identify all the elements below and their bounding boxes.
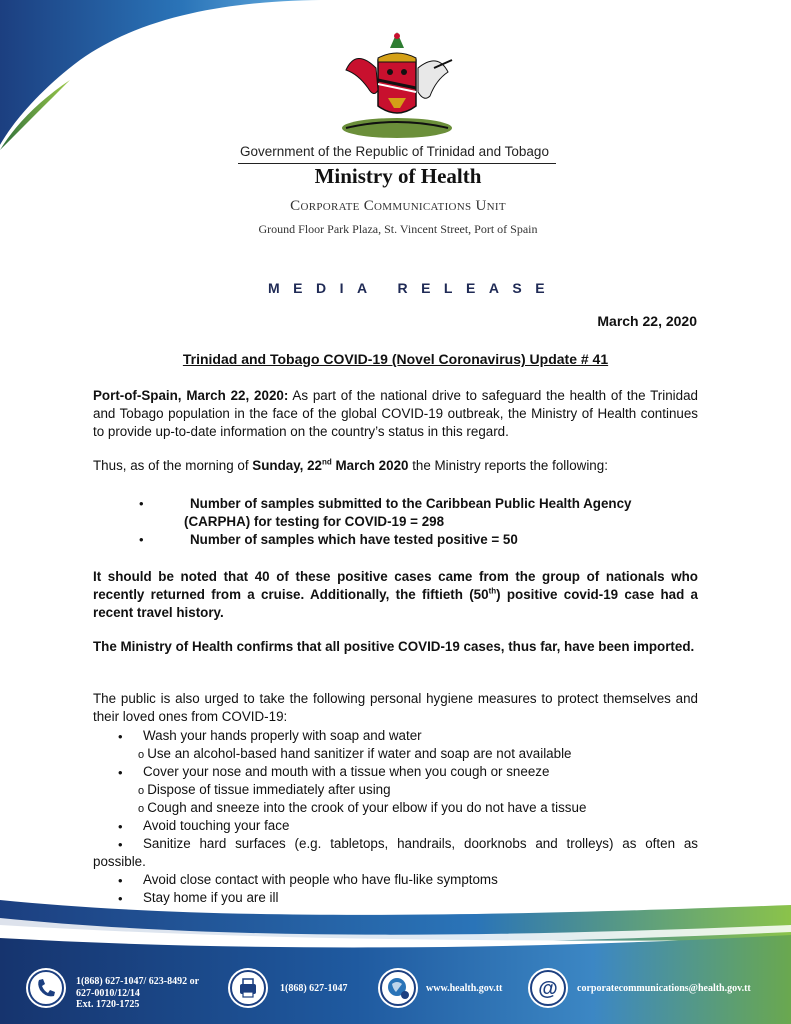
phone-line-2: 627-0010/12/14: [76, 987, 140, 999]
email-icon: [528, 968, 568, 1008]
phone-line-1: 1(868) 627-1047/ 623-8492 or: [76, 976, 200, 987]
bullet-dot: •: [118, 837, 123, 852]
phone-numbers: [76, 976, 199, 1011]
ministry-name: Ministry of Health: [314, 164, 482, 188]
measure-sanitize-surfaces: Sanitize hard surfaces (e.g. tabletops, handrails, doorknobs and trolleys) as often as: [143, 836, 698, 851]
status-intro-prefix: Thus, as of the morning of: [93, 458, 253, 473]
cases-note-a: It should be noted that 40 of these positive cases came from the group of nationals who recently returned from a cruise. Additionally, the fiftieth (50: [93, 569, 698, 602]
bullet-dot: •: [139, 496, 144, 511]
cases-note: [93, 568, 698, 622]
bullet-dot: •: [118, 729, 123, 744]
stat-samples-submitted-cont: (CARPHA) for testing for COVID-19 = 298: [184, 514, 445, 529]
sub-measure-sanitizer-text: Use an alcohol-based hand sanitizer if water and soap are not available: [147, 746, 572, 761]
hygiene-intro: The public is also urged to take the following personal hygiene measures to protect themselves and their loved ones from COVID-19:: [93, 691, 698, 724]
sub-measure-elbow-text: Cough and sneeze into the crook of your elbow if you do not have a tissue: [147, 800, 587, 815]
sub-measure-dispose-tissue: o Dispose of tissue immediately after using: [138, 782, 391, 797]
bullet-dot: •: [139, 532, 144, 547]
website-link[interactable]: www.health.gov.tt: [426, 983, 503, 994]
phone-icon: [26, 968, 66, 1008]
measure-stay-home: Stay home if you are ill: [143, 890, 279, 905]
header-swoosh: [0, 0, 330, 150]
status-intro-month: March 2020: [331, 458, 409, 473]
release-date: March 22, 2020: [597, 313, 697, 329]
web-icon: [378, 968, 418, 1008]
bullet-dot: •: [118, 891, 123, 906]
government-name: Government of the Republic of Trinidad and Tobago: [240, 144, 549, 159]
status-intro: [93, 457, 698, 475]
intro-paragraph: [93, 387, 698, 441]
bullet-dot: •: [118, 873, 123, 888]
status-intro-day: Sunday, 22: [252, 458, 323, 473]
measure-wash-hands: Wash your hands properly with soap and water: [143, 728, 422, 743]
fax-icon: [228, 968, 268, 1008]
status-intro-sup: nd: [322, 457, 332, 467]
intro-lead: Port-of-Spain, March 22, 2020:: [93, 388, 289, 403]
sub-measure-sanitizer: o Use an alcohol-based hand sanitizer if water and soap are not available: [138, 746, 572, 761]
fax-number: 1(868) 627-1047: [280, 983, 348, 994]
stat-samples-submitted: Number of samples submitted to the Caribbean Public Health Agency: [190, 496, 632, 511]
imported-confirmation: The Ministry of Health confirms that all positive COVID-19 cases, thus far, have been imported.: [93, 639, 695, 654]
intro-text: As part of the national drive to safeguard the health of the Trinidad and Tobago population in the face of the global COVID-19 outbreak, the Ministry of Health continues to provide up-to-date information on the country’s status in this regard.: [93, 388, 698, 439]
measure-cover-nose: Cover your nose and mouth with a tissue when you cough or sneeze: [143, 764, 550, 779]
measure-sanitize-surfaces-cont: possible.: [93, 854, 146, 869]
coat-of-arms-icon: [338, 28, 456, 140]
cases-note-b: ) positive covid-19 case had a recent travel history.: [93, 587, 698, 620]
measure-avoid-face: Avoid touching your face: [143, 818, 290, 833]
release-title: Trinidad and Tobago COVID-19 (Novel Coronavirus) Update # 41: [182, 351, 609, 367]
bullet-dot: •: [118, 819, 123, 834]
media-release-label: MEDIA RELEASE: [268, 280, 559, 296]
address: Ground Floor Park Plaza, St. Vincent Street, Port of Spain: [258, 222, 538, 236]
status-intro-suffix: the Ministry reports the following:: [408, 458, 608, 473]
cases-note-sup: th: [488, 586, 497, 596]
sub-measure-elbow: o Cough and sneeze into the crook of your elbow if you do not have a tissue: [138, 800, 587, 815]
email-link[interactable]: corporatecommunications@health.gov.tt: [577, 983, 751, 994]
measure-avoid-contact: Avoid close contact with people who have flu-like symptoms: [143, 872, 498, 887]
svg-text:@: @: [538, 978, 558, 1000]
unit-name: Corporate Communications Unit: [290, 198, 506, 214]
bullet-dot: •: [118, 765, 123, 780]
stat-samples-positive: Number of samples which have tested positive = 50: [190, 532, 518, 547]
sub-measure-dispose-tissue-text: Dispose of tissue immediately after using: [147, 782, 391, 797]
phone-line-3: Ext. 1720-1725: [76, 999, 140, 1010]
